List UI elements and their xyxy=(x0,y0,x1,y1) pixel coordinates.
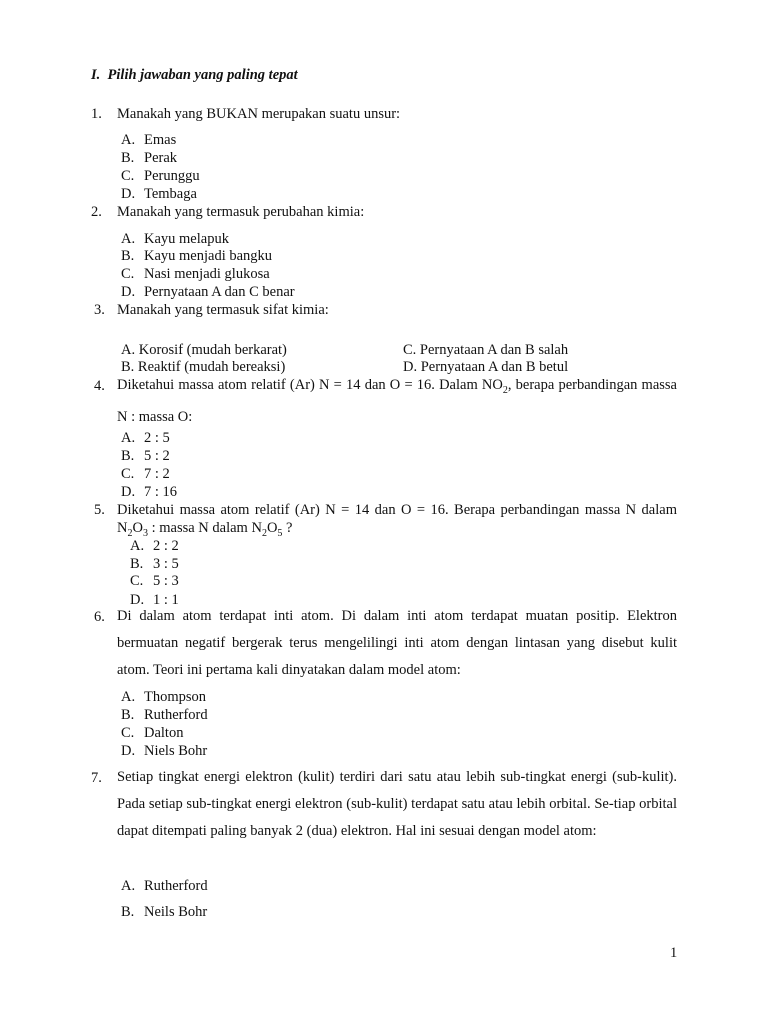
q1-option-b: B. Perak xyxy=(121,150,178,166)
question-2-number: 2. xyxy=(91,204,102,220)
question-4-text: Diketahui massa atom relatif (Ar) N = 14 dan O = 16. Dalam $NO_2$, berapa perbandingan massa N : massa O: xyxy=(117,377,677,425)
question-7-text: Setiap tingkat energi elektron (kulit) terdiri dari satu atau lebih sub-tingkat energi (sub-kulit). Pada setiap sub-tingkat energi elektron (sub-kulit) terdapat satu atau lebih orbital. Se-tiap orbital dapat ditempati paling banyak 2 (dua) elektron. Hal ini sesuai dengan model atom: xyxy=(117,769,677,839)
section-title: Pilih jawaban yang paling tepat xyxy=(107,67,298,83)
question-3-text: Manakah yang termasuk sifat kimia: xyxy=(117,302,329,318)
q2-option-d: D. Pernyataan A dan C benar xyxy=(121,284,295,300)
question-3-number: 3. xyxy=(94,302,105,318)
q6-option-d: D. Niels Bohr xyxy=(121,743,208,759)
q5-option-c: C. 5 : 3 xyxy=(130,573,179,589)
q2-option-b: B. Kayu menjadi bangku xyxy=(121,248,273,264)
question-6-number: 6. xyxy=(94,609,105,625)
question-1-text: Manakah yang BUKAN merupakan suatu unsur: xyxy=(117,106,401,122)
page-number: 1 xyxy=(670,945,678,961)
q5-option-d: D. 1 : 1 xyxy=(130,592,179,608)
q3-option-b: B. Reaktif (mudah bereaksi) xyxy=(121,359,286,375)
q2-option-a: A. Kayu melapuk xyxy=(121,231,229,247)
q1-option-d: D. Tembaga xyxy=(121,186,197,202)
q3-option-a: A. Korosif (mudah berkarat) xyxy=(121,342,287,358)
section-numeral: I. xyxy=(91,67,101,83)
q5-option-a: A. 2 : 2 xyxy=(130,538,179,554)
q4-option-a: A. 2 : 5 xyxy=(121,430,170,446)
section-heading xyxy=(91,66,298,84)
question-4-number: 4. xyxy=(94,378,105,394)
question-7-number: 7. xyxy=(91,770,102,786)
q6-option-b: B. Rutherford xyxy=(121,707,208,723)
q4-option-b: B. 5 : 2 xyxy=(121,448,170,464)
q3-option-c: C. Pernyataan A dan B salah xyxy=(403,342,569,358)
q4-option-c: C. 7 : 2 xyxy=(121,466,170,482)
question-6-text: Di dalam atom terdapat inti atom. Di dalam inti atom terdapat muatan positip. Elektron bermuatan negatif bergerak terus mengelilingi inti atom dengan lintasan yang disebut kulit atom. Teori ini pertama kali dinyatakan dalam model atom: xyxy=(117,608,677,678)
q1-option-c: C. Perunggu xyxy=(121,168,200,184)
question-2-text: Manakah yang termasuk perubahan kimia: xyxy=(117,204,365,220)
q7-option-a: A. Rutherford xyxy=(121,878,208,894)
q6-option-a: A. Thompson xyxy=(121,689,207,705)
q7-option-b: B. Neils Bohr xyxy=(121,904,208,920)
q3-option-d: D. Pernyataan A dan B betul xyxy=(403,359,569,375)
q1-option-a: A. Emas xyxy=(121,132,177,148)
q6-option-c: C. Dalton xyxy=(121,725,184,741)
q4-option-d: D. 7 : 16 xyxy=(121,484,178,500)
question-5-number: 5. xyxy=(94,502,105,518)
question-1-number: 1. xyxy=(91,106,102,122)
question-5-text: Diketahui massa atom relatif (Ar) N = 14 dan O = 16. Berapa perbandingan massa N dalam $N_2O_3$ : massa N dalam $N_2O_5$ ? xyxy=(117,502,677,539)
q5-option-b: B. 3 : 5 xyxy=(130,556,179,572)
q2-option-c: C. Nasi menjadi glukosa xyxy=(121,266,270,282)
